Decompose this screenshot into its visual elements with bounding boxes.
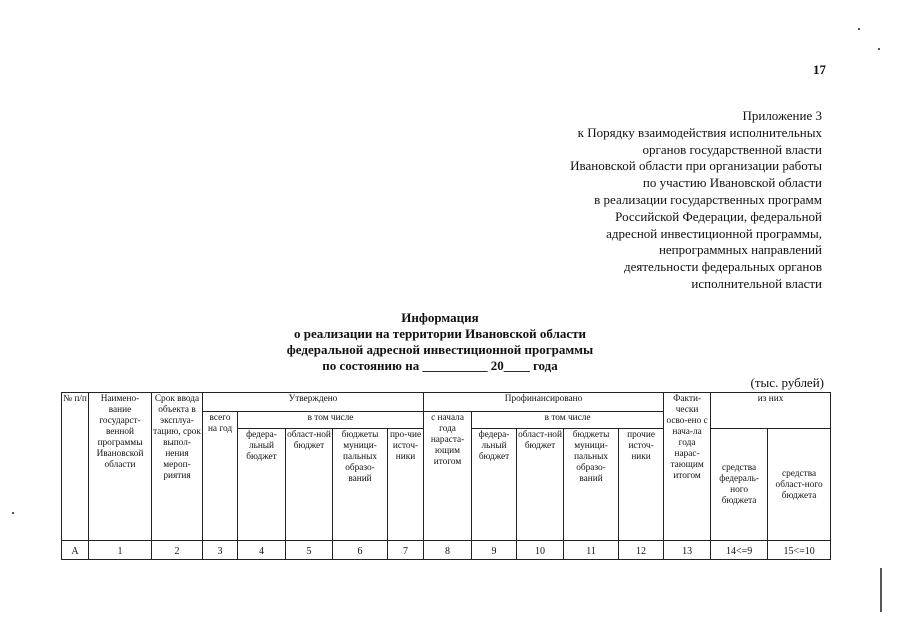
header-approved-other: про-чие источ-ники bbox=[388, 429, 424, 541]
column-number: 13 bbox=[664, 541, 711, 560]
header-approved-municipal: бюджеты муници-пальных образо-ваний bbox=[333, 429, 388, 541]
column-numbers-row bbox=[62, 541, 831, 560]
column-number: 8 bbox=[424, 541, 472, 560]
appendix-line: Приложение 3 bbox=[742, 108, 822, 123]
header-program-name: Наимено-вание государст-венной программы Ивановской области bbox=[89, 393, 152, 541]
appendix-line: непрограммных направлений bbox=[658, 242, 822, 258]
appendix-line: Ивановской области при организации работы bbox=[570, 158, 822, 174]
header-actual: Факти-чески осво-ено с нача-ла года нарас-тающим итогом bbox=[664, 393, 711, 541]
header-approved-total: всего на год bbox=[203, 412, 238, 541]
header-of-them: из них bbox=[711, 393, 831, 429]
units-label: (тыс. рублей) bbox=[750, 375, 824, 390]
column-number: 6 bbox=[333, 541, 388, 560]
title-line: федеральной адресной инвестиционной программы bbox=[286, 342, 594, 357]
header-term: Срок ввода объекта в эксплуа-тацию, срок выпол-нения мероп-риятия bbox=[152, 393, 203, 541]
header-financed-municipal: бюджеты муници-пальных образо-ваний bbox=[564, 429, 619, 541]
column-number: 1 bbox=[89, 541, 152, 560]
header-financed-federal: федера-льный бюджет bbox=[472, 429, 517, 541]
title-line: о реализации на территории Ивановской области bbox=[293, 326, 587, 341]
header-row-number: № п/п bbox=[62, 393, 89, 541]
column-number: 9 bbox=[472, 541, 517, 560]
report-table bbox=[61, 392, 831, 560]
appendix-header bbox=[480, 108, 822, 293]
column-number: 11 bbox=[564, 541, 619, 560]
column-number: 2 bbox=[152, 541, 203, 560]
column-number: 5 bbox=[286, 541, 333, 560]
scan-mark bbox=[878, 48, 880, 50]
header-financed-total: с начала года нараста-ющим итогом bbox=[424, 412, 472, 541]
appendix-line: в реализации государственных программ bbox=[594, 191, 822, 207]
header-approved: Утверждено bbox=[203, 393, 424, 412]
header-approved-including: в том числе bbox=[238, 412, 424, 429]
page-number: 17 bbox=[813, 62, 826, 77]
header-of-them-regional: средства област-ного бюджета bbox=[768, 429, 831, 541]
header-financed: Профинансировано bbox=[424, 393, 664, 412]
appendix-line: деятельности федеральных органов bbox=[623, 259, 822, 275]
appendix-line: по участию Ивановской области bbox=[642, 175, 822, 191]
header-approved-regional: област-ной бюджет bbox=[286, 429, 333, 541]
header-of-them-federal: средства федераль-ного бюджета bbox=[711, 429, 768, 541]
appendix-line: Российской Федерации, федеральной bbox=[615, 208, 822, 224]
title-line: Информация bbox=[401, 310, 479, 325]
appendix-line: органов государственной власти bbox=[642, 141, 822, 157]
header-financed-regional: област-ной бюджет bbox=[517, 429, 564, 541]
scan-mark bbox=[12, 512, 14, 514]
scan-mark bbox=[858, 28, 860, 30]
scan-mark bbox=[880, 568, 882, 612]
appendix-line: адресной инвестиционной программы, bbox=[606, 225, 822, 241]
column-number: 14<=9 bbox=[711, 541, 768, 560]
column-number: 4 bbox=[238, 541, 286, 560]
title-line: по состоянию на __________ 20____ года bbox=[322, 358, 558, 373]
appendix-line: к Порядку взаимодействия исполнительных bbox=[577, 124, 822, 140]
document-title bbox=[240, 310, 640, 374]
column-number: 15<=10 bbox=[768, 541, 831, 560]
appendix-line: исполнительной власти bbox=[691, 275, 822, 291]
header-approved-federal: федера-льный бюджет bbox=[238, 429, 286, 541]
header-financed-other: прочие источ-ники bbox=[619, 429, 664, 541]
column-number: 12 bbox=[619, 541, 664, 560]
column-number: 3 bbox=[203, 541, 238, 560]
header-financed-including: в том числе bbox=[472, 412, 664, 429]
column-number: 7 bbox=[388, 541, 424, 560]
column-number: 10 bbox=[517, 541, 564, 560]
column-number: А bbox=[62, 541, 89, 560]
